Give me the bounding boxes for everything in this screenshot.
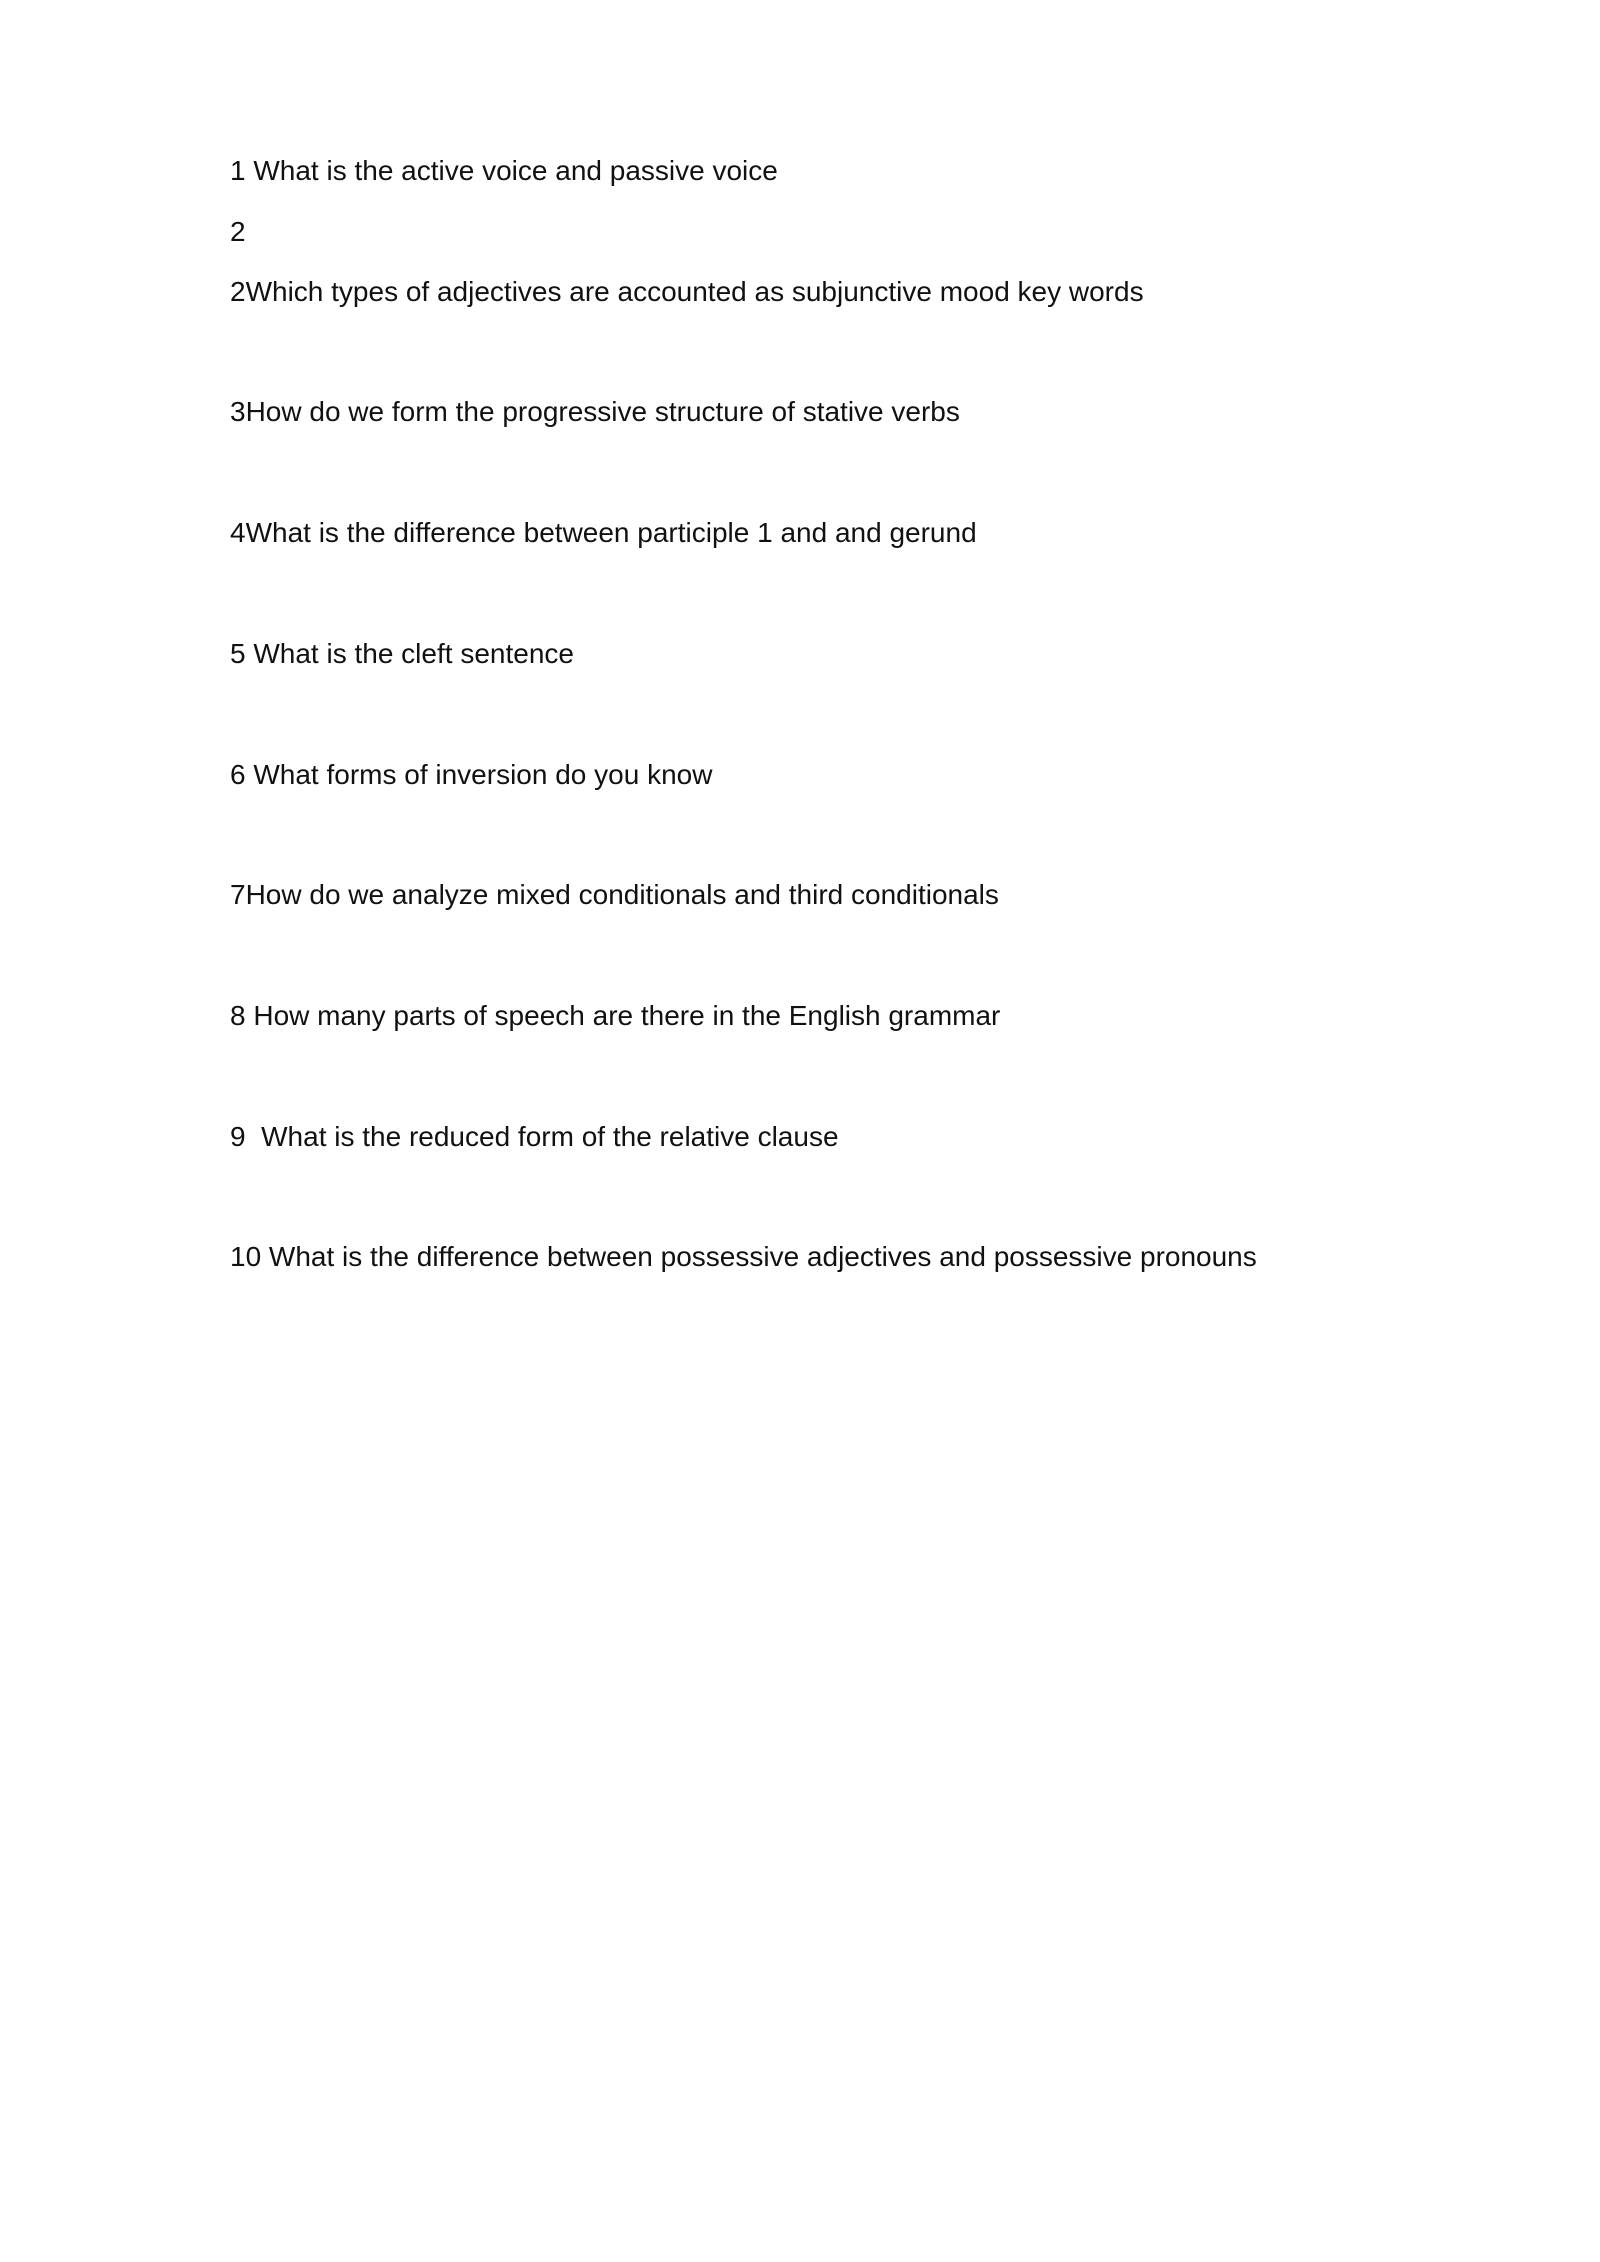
question-line-8: 8 How many parts of speech are there in the English grammar (230, 1000, 1001, 1031)
question-line-10: 10 What is the difference between possessive adjectives and possessive pronouns (230, 1241, 1257, 1272)
question-line-1: 1 What is the active voice and passive voice (230, 155, 778, 186)
question-line-6: 6 What forms of inversion do you know (230, 759, 713, 790)
question-line-9: 9 What is the reduced form of the relative clause (230, 1121, 839, 1152)
question-line-7: 7How do we analyze mixed conditionals and third conditionals (230, 879, 999, 910)
stray-number-line: 2 (230, 216, 246, 247)
question-line-3: 3How do we form the progressive structure of stative verbs (230, 396, 960, 427)
question-line-2: 2Which types of adjectives are accounted as subjunctive mood key words (230, 276, 1144, 307)
question-line-4: 4What is the difference between participle 1 and and gerund (230, 517, 977, 548)
question-line-5: 5 What is the cleft sentence (230, 638, 574, 669)
